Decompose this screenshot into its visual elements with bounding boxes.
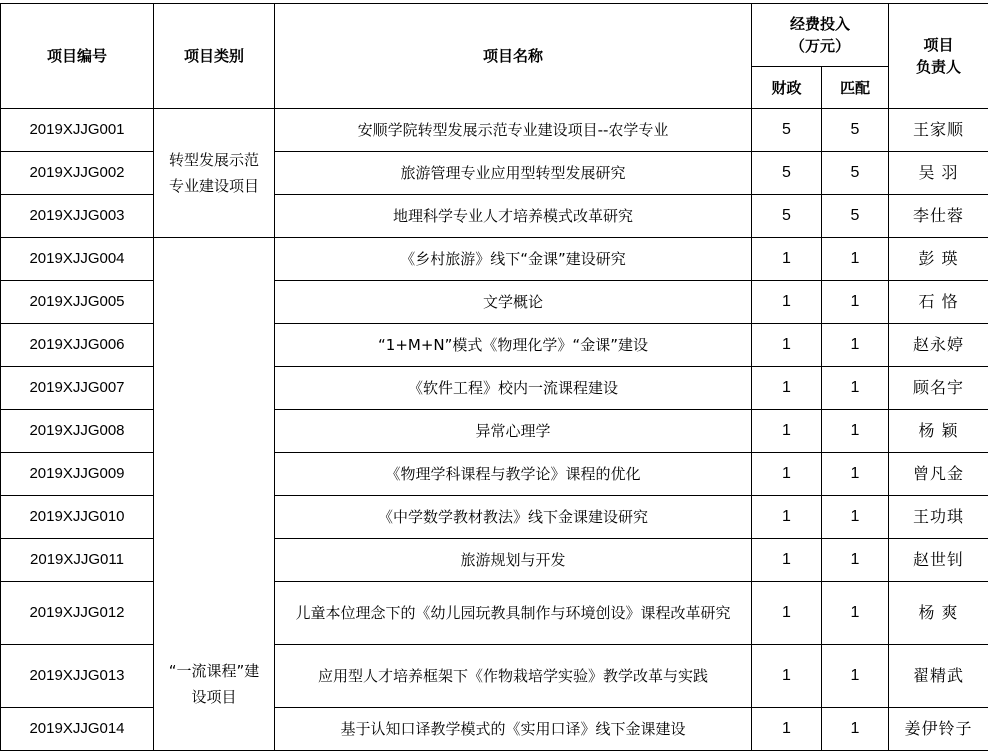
matching-value: 5: [822, 109, 889, 152]
matching-value: 1: [822, 324, 889, 367]
project-name: 《软件工程》校内一流课程建设: [275, 367, 752, 410]
fiscal-value: 1: [752, 708, 822, 751]
fiscal-value: 5: [752, 109, 822, 152]
project-code: 2019XJJG012: [1, 582, 154, 645]
project-code: 2019XJJG011: [1, 539, 154, 582]
header-funding-label: 经费投入: [790, 15, 851, 33]
table-row: [1, 195, 988, 238]
project-name: 基于认知口译教学模式的《实用口译》线下金课建设: [275, 708, 752, 751]
project-leader: 曾凡金: [889, 453, 988, 496]
fiscal-value: 1: [752, 410, 822, 453]
project-leader: 王家顺: [889, 109, 988, 152]
fiscal-value: 1: [752, 453, 822, 496]
header-funding: [752, 4, 889, 67]
project-leader: 吴 羽: [889, 152, 988, 195]
category-label: “一流课程”建设项目: [168, 662, 260, 706]
project-name: 应用型人才培养框架下《作物栽培学实验》教学改革与实践: [275, 645, 752, 708]
matching-value: 5: [822, 152, 889, 195]
project-code: 2019XJJG005: [1, 281, 154, 324]
table-row: [1, 453, 988, 496]
matching-value: 1: [822, 539, 889, 582]
project-code: 2019XJJG003: [1, 195, 154, 238]
matching-value: 1: [822, 582, 889, 645]
matching-value: 5: [822, 195, 889, 238]
matching-value: 1: [822, 645, 889, 708]
project-name: 安顺学院转型发展示范专业建设项目--农学专业: [275, 109, 752, 152]
project-code: 2019XJJG007: [1, 367, 154, 410]
table-row: [1, 496, 988, 539]
table-row: [1, 109, 988, 152]
table-row: [1, 152, 988, 195]
table-row: [1, 708, 988, 751]
project-name: 异常心理学: [275, 410, 752, 453]
matching-value: 1: [822, 410, 889, 453]
project-code: 2019XJJG010: [1, 496, 154, 539]
header-project-leader: [889, 4, 988, 109]
project-name: 《中学数学教材教法》线下金课建设研究: [275, 496, 752, 539]
table-row: [1, 281, 988, 324]
project-code: 2019XJJG009: [1, 453, 154, 496]
header-project-name: 项目名称: [275, 4, 752, 109]
project-name: 《物理学科课程与教学论》课程的优化: [275, 453, 752, 496]
project-leader: 赵世钊: [889, 539, 988, 582]
project-leader: 李仕蓉: [889, 195, 988, 238]
matching-value: 1: [822, 367, 889, 410]
project-leader: 王功琪: [889, 496, 988, 539]
fiscal-value: 1: [752, 645, 822, 708]
project-leader: 杨 爽: [889, 582, 988, 645]
project-code: 2019XJJG002: [1, 152, 154, 195]
header-project-code: 项目编号: [1, 4, 154, 109]
project-funding-table: [0, 3, 988, 751]
matching-value: 1: [822, 238, 889, 281]
fiscal-value: 1: [752, 281, 822, 324]
project-code: 2019XJJG001: [1, 109, 154, 152]
matching-value: 1: [822, 453, 889, 496]
fiscal-value: 5: [752, 152, 822, 195]
project-name: 文学概论: [275, 281, 752, 324]
table-row: [1, 539, 988, 582]
project-name: 《乡村旅游》线下“金课”建设研究: [275, 238, 752, 281]
matching-value: 1: [822, 281, 889, 324]
project-leader: 彭 瑛: [889, 238, 988, 281]
fiscal-value: 1: [752, 324, 822, 367]
project-leader: 翟精武: [889, 645, 988, 708]
table-row: [1, 582, 988, 645]
table-row: [1, 410, 988, 453]
project-name: 旅游规划与开发: [275, 539, 752, 582]
project-code: 2019XJJG004: [1, 238, 154, 281]
project-code: 2019XJJG014: [1, 708, 154, 751]
table-row: [1, 645, 988, 708]
project-name: 儿童本位理念下的《幼儿园玩教具制作与环境创设》课程改革研究: [275, 582, 752, 645]
header-funding-unit: （万元）: [790, 37, 851, 55]
project-leader: 杨 颖: [889, 410, 988, 453]
fiscal-value: 1: [752, 367, 822, 410]
matching-value: 1: [822, 496, 889, 539]
project-name: 地理科学专业人才培养模式改革研究: [275, 195, 752, 238]
table-row: [1, 238, 988, 281]
header-matching: 匹配: [822, 67, 889, 109]
project-leader: 石 恪: [889, 281, 988, 324]
project-code: 2019XJJG008: [1, 410, 154, 453]
project-leader: 赵永婷: [889, 324, 988, 367]
table-row: [1, 367, 988, 410]
project-name: 旅游管理专业应用型转型发展研究: [275, 152, 752, 195]
project-leader: 姜伊铃子: [889, 708, 988, 751]
header-project-category: 项目类别: [154, 4, 275, 109]
header-leader-line2: 负责人: [916, 58, 962, 76]
fiscal-value: 1: [752, 238, 822, 281]
table-row: [1, 324, 988, 367]
category-cell: 转型发展示范专业建设项目: [154, 109, 275, 238]
header-fiscal: 财政: [752, 67, 822, 109]
project-code: 2019XJJG006: [1, 324, 154, 367]
fiscal-value: 1: [752, 496, 822, 539]
project-code: 2019XJJG013: [1, 645, 154, 708]
fiscal-value: 1: [752, 582, 822, 645]
category-cell: [154, 238, 275, 751]
fiscal-value: 5: [752, 195, 822, 238]
header-leader-line1: 项目: [923, 36, 954, 54]
project-leader: 顾名宇: [889, 367, 988, 410]
fiscal-value: 1: [752, 539, 822, 582]
project-name: “1+M+N”模式《物理化学》“金课”建设: [275, 324, 752, 367]
matching-value: 1: [822, 708, 889, 751]
